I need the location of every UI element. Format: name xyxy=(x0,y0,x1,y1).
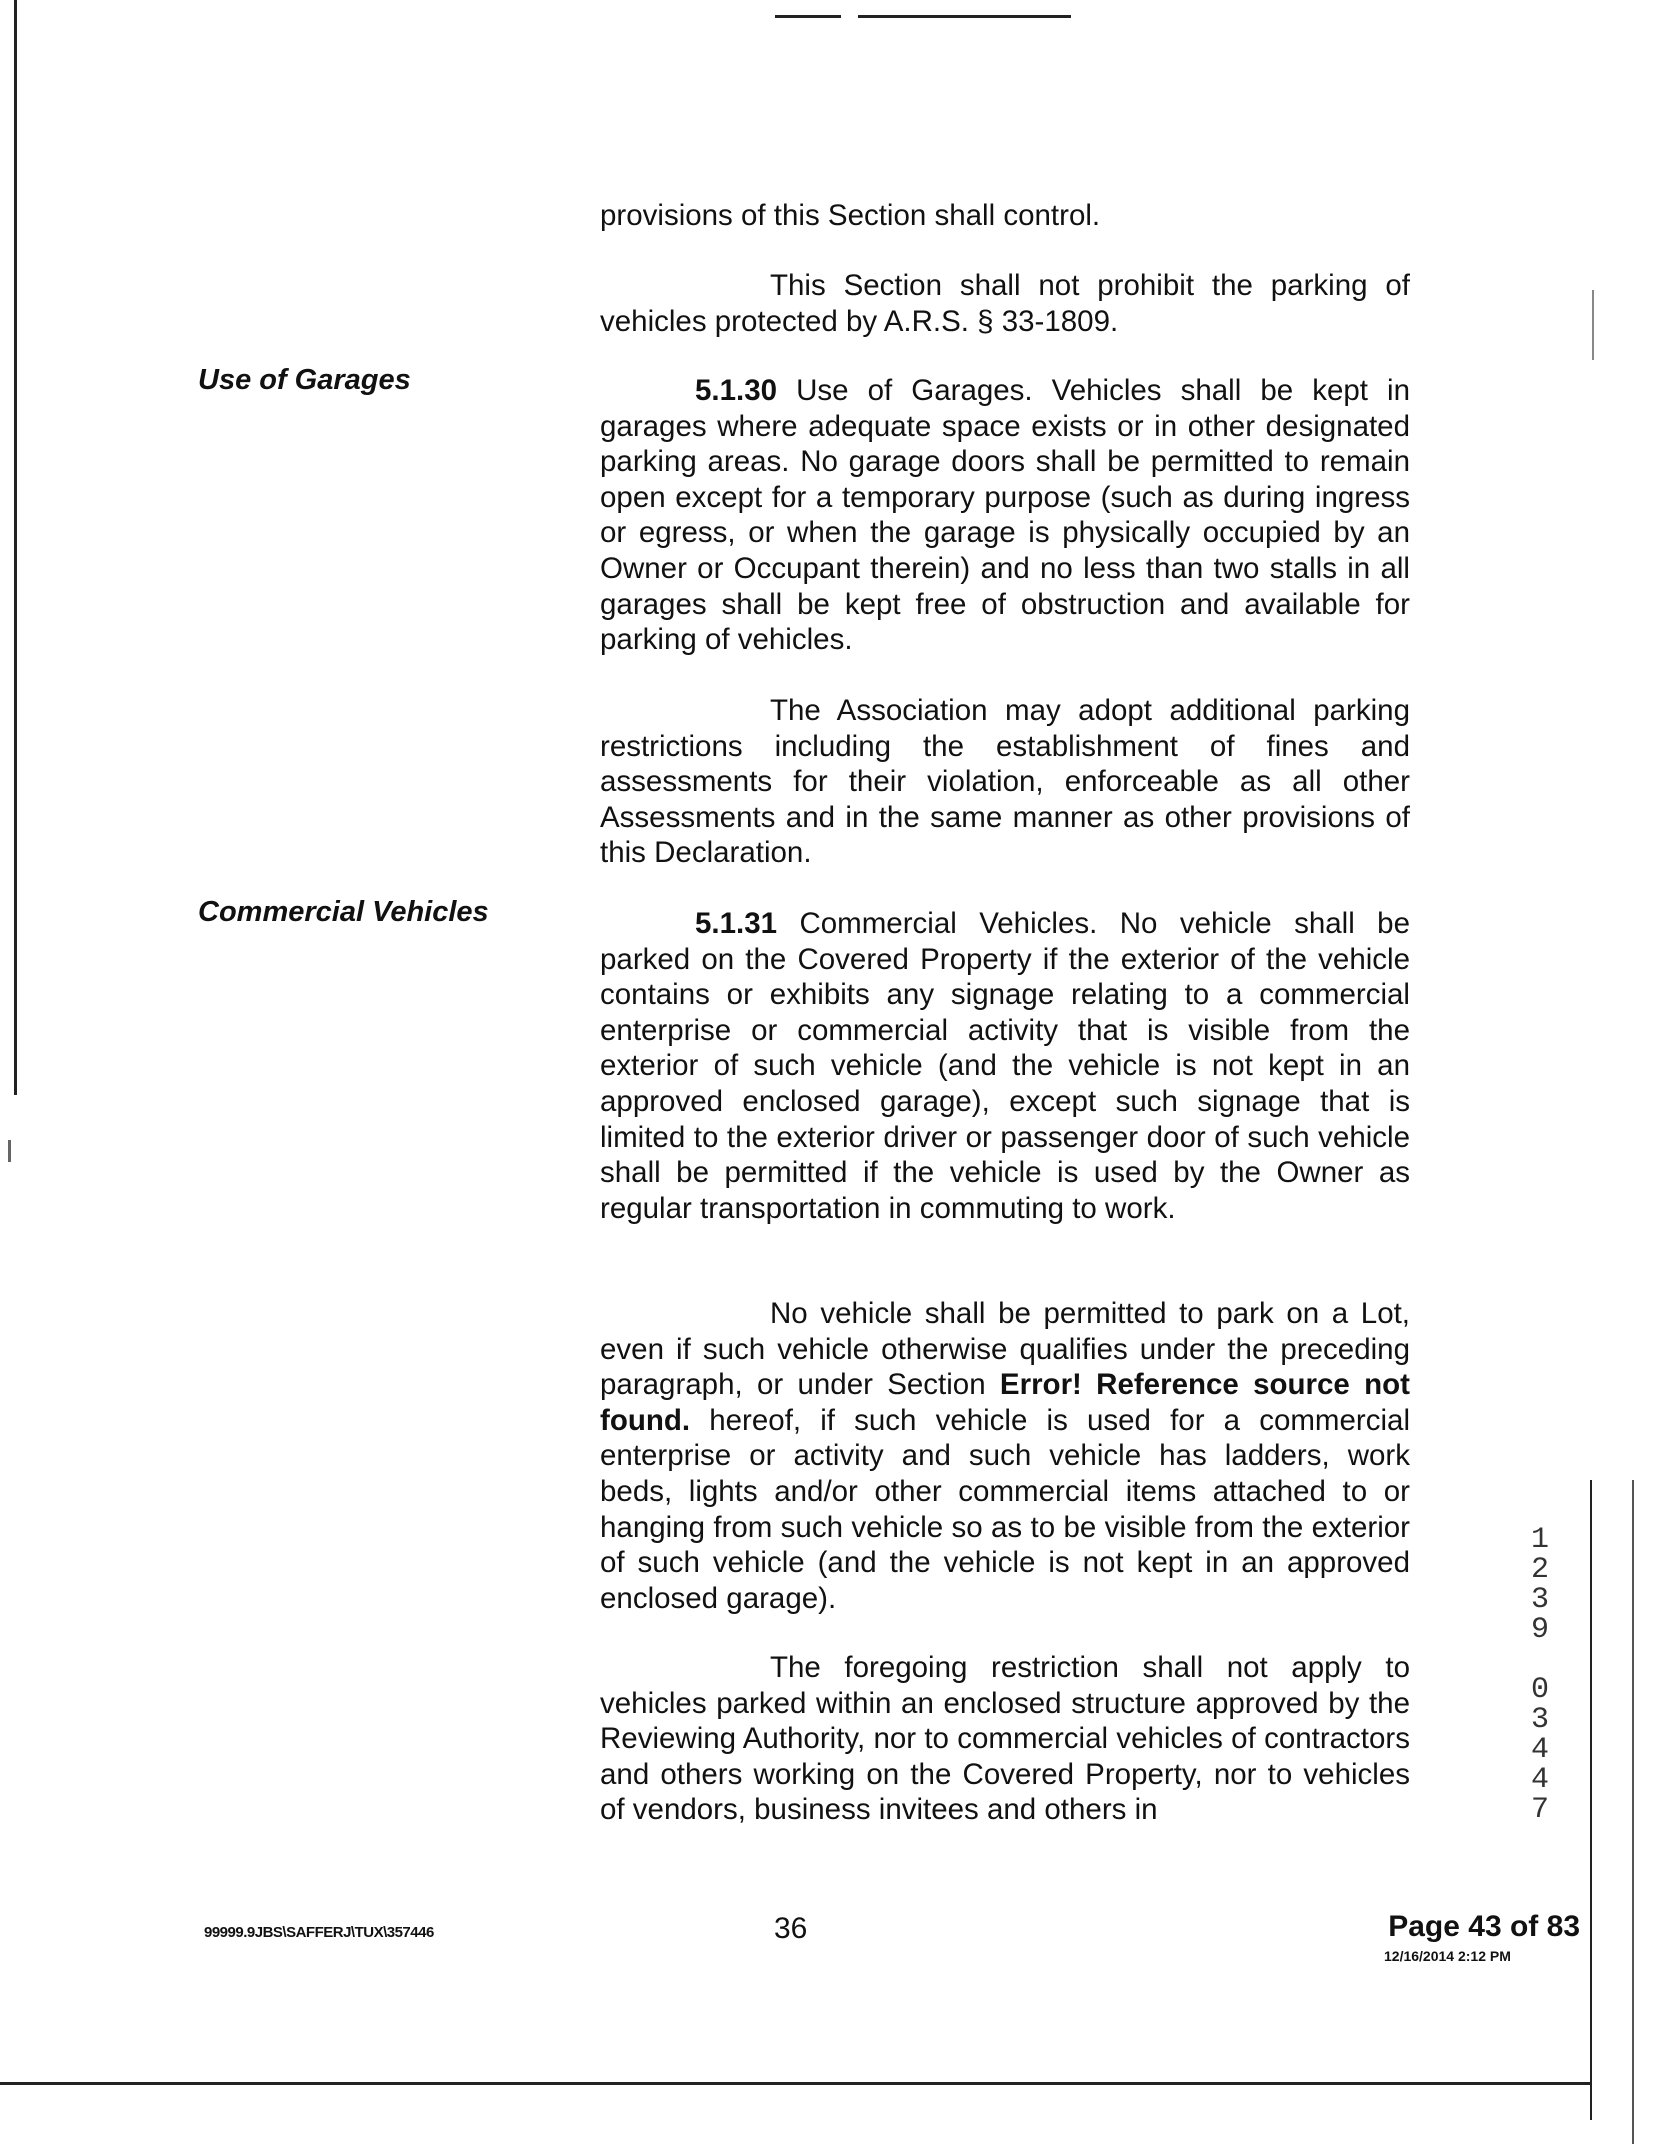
stamp-char: 9 xyxy=(1530,1613,1549,1647)
stamp-char: 2 xyxy=(1530,1553,1549,1587)
section-number: 5.1.31 xyxy=(695,907,778,940)
left-scan-edge xyxy=(14,0,17,1095)
paragraph-text: This Section shall not prohibit the parking of vehicles protected by A.R.S. § 33-1809. xyxy=(600,269,1410,338)
top-header-rule-1 xyxy=(775,15,841,18)
paragraph-text: No vehicle shall be permitted to park on a Lot, even if such vehicle otherwise qualifies under the preceding paragraph, or under Section xyxy=(600,1297,1410,1402)
paragraph-text: provisions of this Section shall control. xyxy=(600,199,1101,232)
paragraph-no-vehicle-park xyxy=(600,1296,1410,1616)
paragraph-text: Use of Garages. Vehicles shall be kept in garages where adequate space exists or in other designated parking areas. No garage doors shall be permitted to remain open except for a temporary purpose (such as during ingress or egress, or when the garage is physically occupied by an Owner or Occupant therein) and no less than two stalls in all garages shall be kept free of obstruction and available for parking of vehicles. xyxy=(600,374,1410,657)
section-number: 5.1.30 xyxy=(695,374,778,407)
paragraph-5-1-30 xyxy=(600,373,1410,658)
footer-page-number: 36 xyxy=(774,1912,808,1945)
paragraph-text: hereof, if such vehicle is used for a commercial enterprise or activity and such vehicle has ladders, work beds, lights and/or other commercial items attached to or hanging from such vehicle so as to be visible from the exterior of such vehicle (and the vehicle is not kept in an approved enclosed garage). xyxy=(600,1403,1410,1615)
paragraph-text: The foregoing restriction shall not apply to vehicles parked within an enclosed structure approved by the Reviewing Authority, nor to commercial vehicles of contractors and others working on the Covered Property, nor to vehicles of vendors, business invitees and others in xyxy=(600,1651,1410,1827)
stamp-char: 0 xyxy=(1530,1673,1549,1707)
right-upper-mark xyxy=(1592,290,1594,360)
paragraph-foregoing-restriction xyxy=(600,1650,1410,1828)
stamp-char: 1 xyxy=(1530,1523,1549,1557)
stamp-char: 3 xyxy=(1530,1583,1549,1617)
paragraph-text: The Association may adopt additional parking restrictions including the establishment of fines and assessments for their violation, enforceable as all other Assessments and in the same manner as other provisions of this Declaration. xyxy=(600,694,1410,870)
paragraph-5-1-31 xyxy=(600,906,1410,1226)
right-outer-edge xyxy=(1632,1480,1634,2144)
footer-page-of: Page 43 of 83 xyxy=(1388,1910,1580,1943)
heading-use-of-garages: Use of Garages xyxy=(198,364,411,396)
paragraph-parking-restrictions xyxy=(600,693,1410,871)
stamp-char: 3 xyxy=(1530,1703,1549,1737)
recording-number-stamp xyxy=(1520,1525,1560,1825)
paragraph-section-control xyxy=(600,198,1410,234)
top-header-rule-2 xyxy=(858,15,1071,18)
footer-timestamp: 12/16/2014 2:12 PM xyxy=(1384,1948,1511,1964)
stamp-char: 7 xyxy=(1530,1793,1549,1827)
left-side-mark xyxy=(8,1140,11,1162)
footer-document-id: 99999.9JBS\SAFFERJ\TUX\357446 xyxy=(204,1924,434,1941)
heading-commercial-vehicles: Commercial Vehicles xyxy=(198,896,489,928)
right-scan-edge xyxy=(1590,1480,1592,2120)
stamp-char xyxy=(1520,1645,1560,1675)
bottom-scan-edge xyxy=(0,2082,1592,2085)
stamp-char: 4 xyxy=(1530,1733,1549,1767)
paragraph-parking-protection xyxy=(600,268,1410,339)
error-reference: Error! Reference source not found. xyxy=(600,1368,1410,1437)
paragraph-text: Commercial Vehicles. No vehicle shall be parked on the Covered Property if the exterior of the vehicle contains or exhibits any signage relating to a commercial enterprise or commercial activity that is visible from the exterior of such vehicle (and the vehicle is not kept in an approved enclosed garage), except such signage that is limited to the exterior driver or passenger door of such vehicle shall be permitted if the vehicle is used by the Owner as regular transportation in commuting to work. xyxy=(600,907,1410,1225)
stamp-char: 4 xyxy=(1530,1763,1549,1797)
